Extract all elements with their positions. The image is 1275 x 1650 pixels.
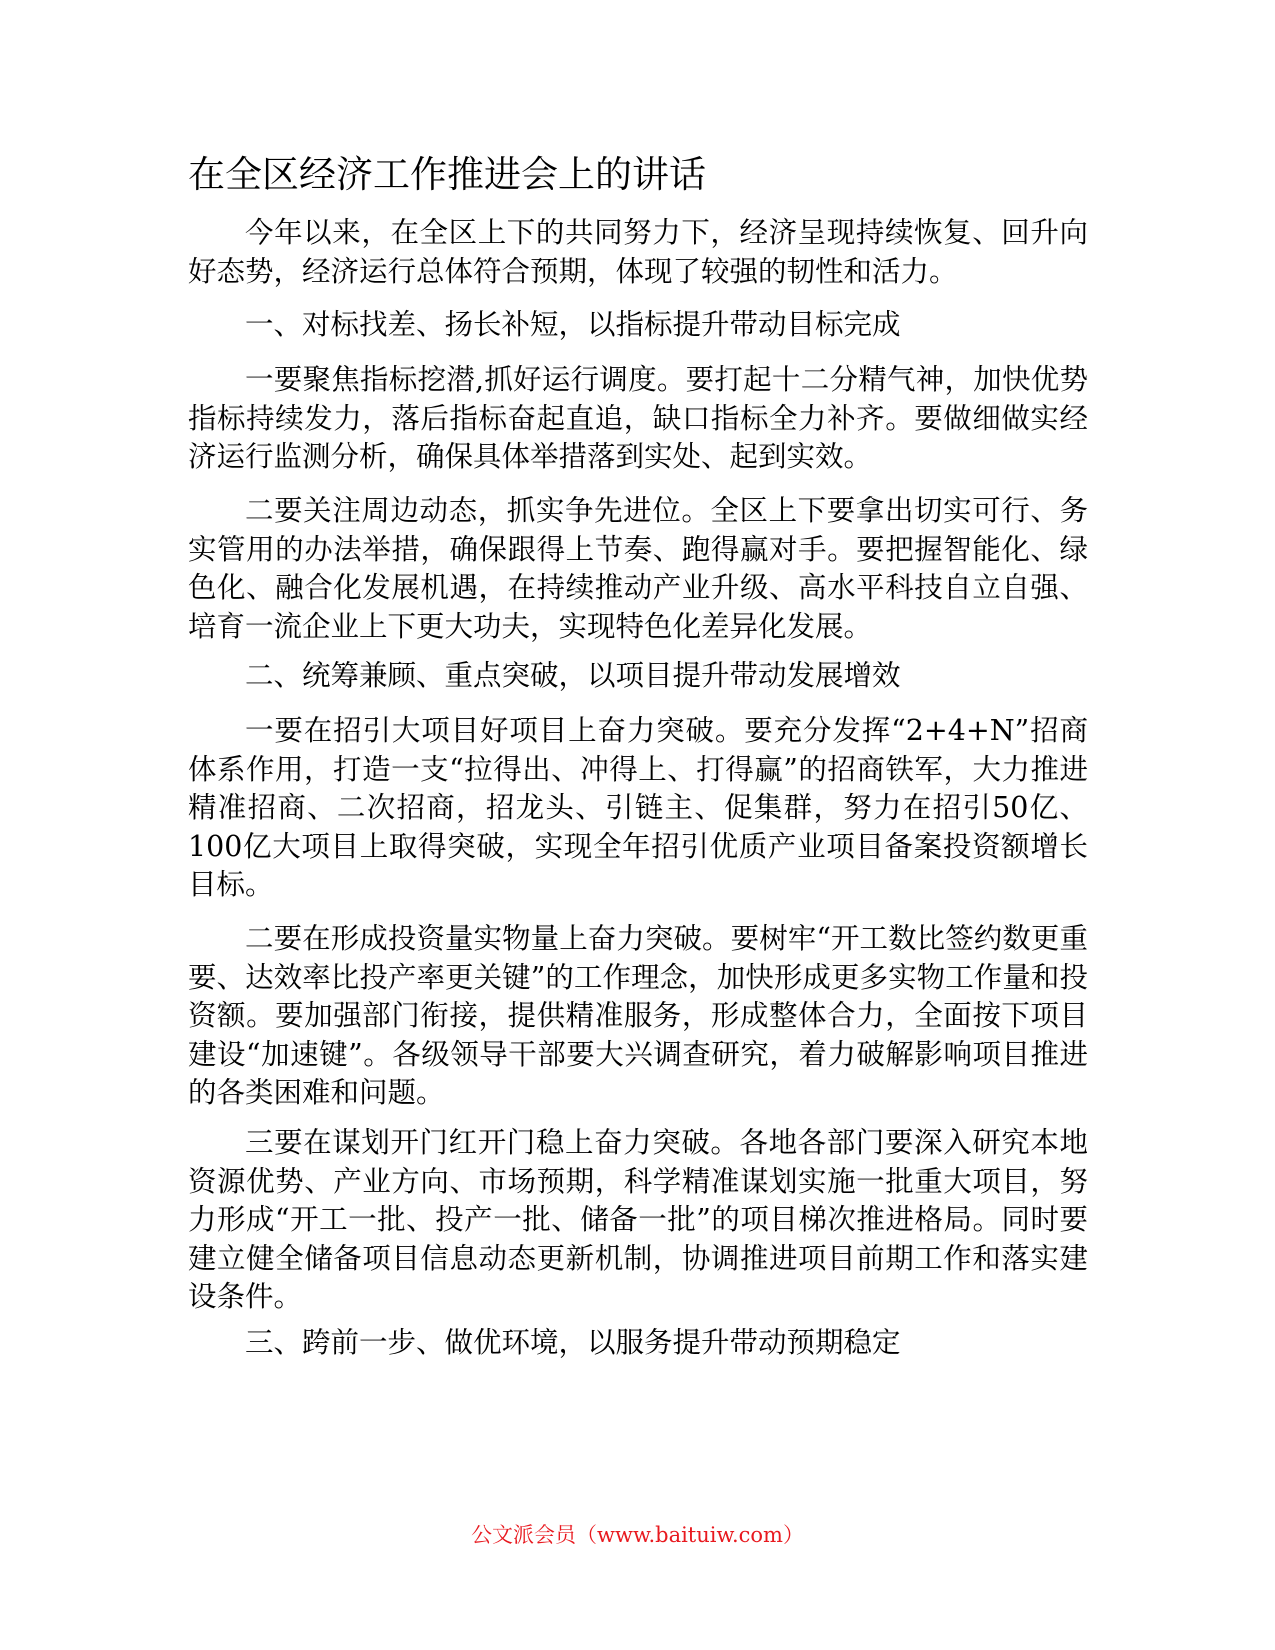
paragraph-2-1: 一要在招引大项目好项目上奋力突破。要充分发挥“2+4+N”招商体系作用，打造一支“拉得出、冲得上、打得赢”的招商铁军，大力推进精准招商、二次招商，招龙头、引链主、促集群，努力在招引50亿、100亿大项目上取得突破，实现全年招引优质产业项目备案投资额增长目标。 [188,714,1088,901]
paragraph-intro: 今年以来，在全区上下的共同努力下，经济呈现持续恢复、回升向好态势，经济运行总体符合预期，体现了较强的韧性和活力。 [188,216,1088,288]
footer-watermark: 公文派会员（www.baituiw.com） [471,1523,804,1547]
document-title: 在全区经济工作推进会上的讲话 [188,153,706,196]
section-heading-2: 二、统筹兼顾、重点突破，以项目提升带动发展增效 [245,659,901,692]
paragraph-1-2: 二要关注周边动态，抓实争先进位。全区上下要拿出切实可行、务实管用的办法举措，确保跟得上节奏、跑得赢对手。要把握智能化、绿色化、融合化发展机遇，在持续推动产业升级、高水平科技自立自强、培育一流企业上下更大功夫，实现特色化差异化发展。 [188,494,1088,643]
paragraph-1-1: 一要聚焦指标挖潜,抓好运行调度。要打起十二分精气神，加快优势指标持续发力，落后指标奋起直追，缺口指标全力补齐。要做细做实经济运行监测分析，确保具体举措落到实处、起到实效。 [188,363,1088,473]
section-heading-1: 一、对标找差、扬长补短，以指标提升带动目标完成 [245,308,901,341]
section-heading-3: 三、跨前一步、做优环境，以服务提升带动预期稳定 [245,1326,901,1359]
paragraph-2-3: 三要在谋划开门红开门稳上奋力突破。各地各部门要深入研究本地资源优势、产业方向、市场预期，科学精准谋划实施一批重大项目，努力形成“开工一批、投产一批、储备一批”的项目梯次推进格局。同时要建立健全储备项目信息动态更新机制，协调推进项目前期工作和落实建设条件。 [188,1126,1088,1313]
paragraph-2-2: 二要在形成投资量实物量上奋力突破。要树牢“开工数比签约数更重要、达效率比投产率更关键”的工作理念，加快形成更多实物工作量和投资额。要加强部门衔接，提供精准服务，形成整体合力，全面按下项目建设“加速键”。各级领导干部要大兴调查研究，着力破解影响项目推进的各类困难和问题。 [188,922,1088,1109]
